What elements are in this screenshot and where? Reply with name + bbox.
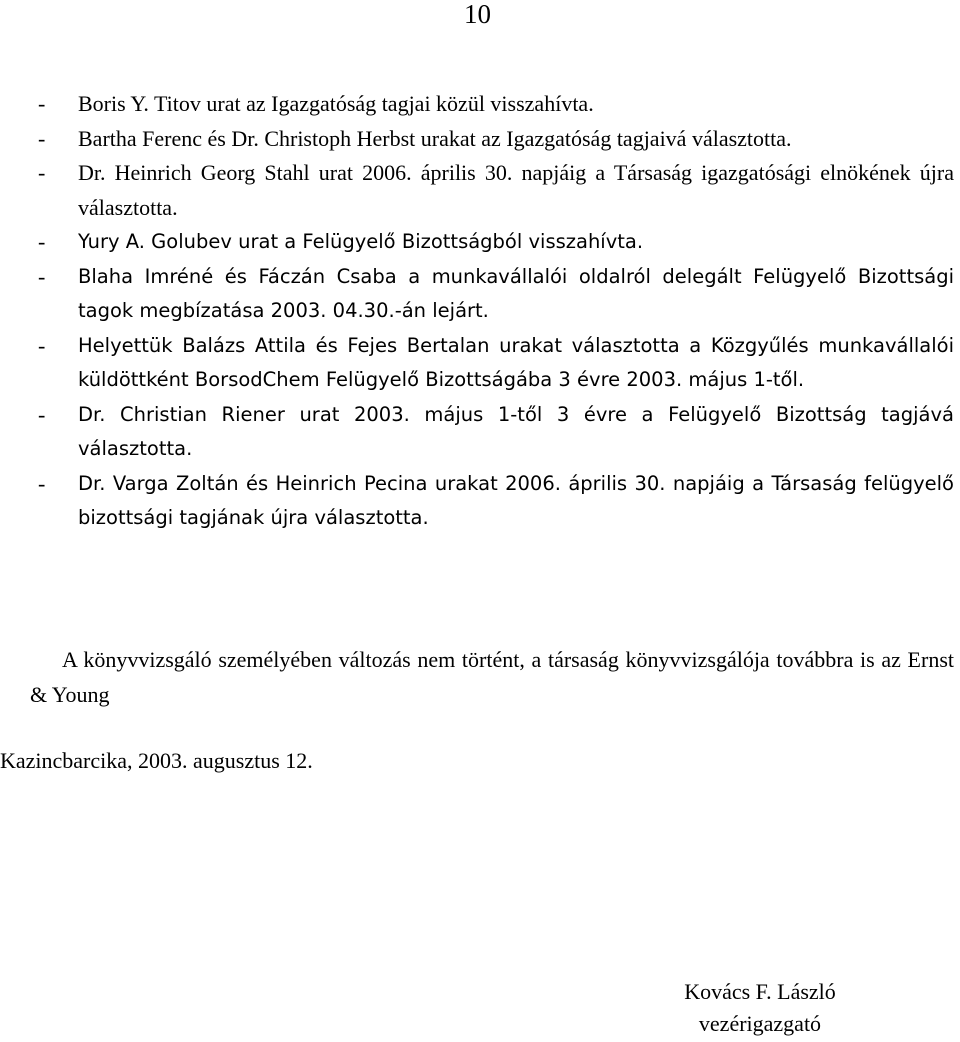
- signatory-title: vezérigazgató: [698, 1011, 822, 1036]
- signature-block: [640, 976, 880, 1040]
- list-item-text: Helyettük Balázs Attila és Fejes Bertalan urakat választotta a Közgyűlés munkavállalói küldöttként BorsodChem Felügyelő Bizottságába 3 évre 2003. május 1-től.: [78, 333, 954, 391]
- list-item: [38, 225, 954, 260]
- list-dash: -: [38, 263, 46, 289]
- list-item-text: Yury A. Golubev urat a Felügyelő Bizottságból visszahívta.: [78, 230, 644, 253]
- list-item: [38, 87, 954, 122]
- list-item: [38, 260, 954, 329]
- list-dash: -: [38, 91, 46, 116]
- list-item: [38, 122, 954, 157]
- list-dash: -: [38, 470, 46, 496]
- list-item-text: Boris Y. Titov urat az Igazgatóság tagjai közül visszahívta.: [78, 91, 594, 116]
- list-dash: -: [38, 125, 46, 151]
- list-dash: -: [38, 229, 46, 254]
- list-item: [38, 467, 954, 536]
- list-item-text: Bartha Ferenc és Dr. Christoph Herbst urakat az Igazgatóság tagjaivá választotta.: [78, 125, 792, 151]
- list-item-text: Blaha Imréné és Fáczán Csaba a munkavállalói oldalról delegált Felügyelő Bizottsági tagok megbízatása 2003. 04.30.-án lejárt.: [78, 264, 954, 322]
- signatory-name: Kovács F. László: [684, 979, 836, 1004]
- page-number: 10: [464, 0, 491, 29]
- list-item: [38, 398, 954, 467]
- auditor-paragraph: A könyvvizsgáló személyében változás nem történt, a társaság könyvvizsgálója továbbra is az Ernst & Young: [30, 647, 954, 707]
- list-dash: -: [38, 160, 46, 185]
- list-item-text: Dr. Heinrich Georg Stahl urat 2006. április 30. napjáig a Társaság igazgatósági elnökének újra választotta.: [78, 160, 954, 220]
- place-date: Kazincbarcika, 2003. augusztus 12.: [0, 748, 313, 773]
- resolution-list: [38, 87, 954, 536]
- list-item-text: Dr. Christian Riener urat 2003. május 1-től 3 évre a Felügyelő Bizottság tagjává választotta.: [78, 402, 954, 460]
- list-item-text: Dr. Varga Zoltán és Heinrich Pecina urakat 2006. április 30. napjáig a Társaság felügyelő bizottsági tagjának újra választotta.: [78, 471, 954, 529]
- list-item: [38, 329, 954, 398]
- list-dash: -: [38, 332, 46, 358]
- list-item: [38, 156, 954, 225]
- list-dash: -: [38, 401, 46, 427]
